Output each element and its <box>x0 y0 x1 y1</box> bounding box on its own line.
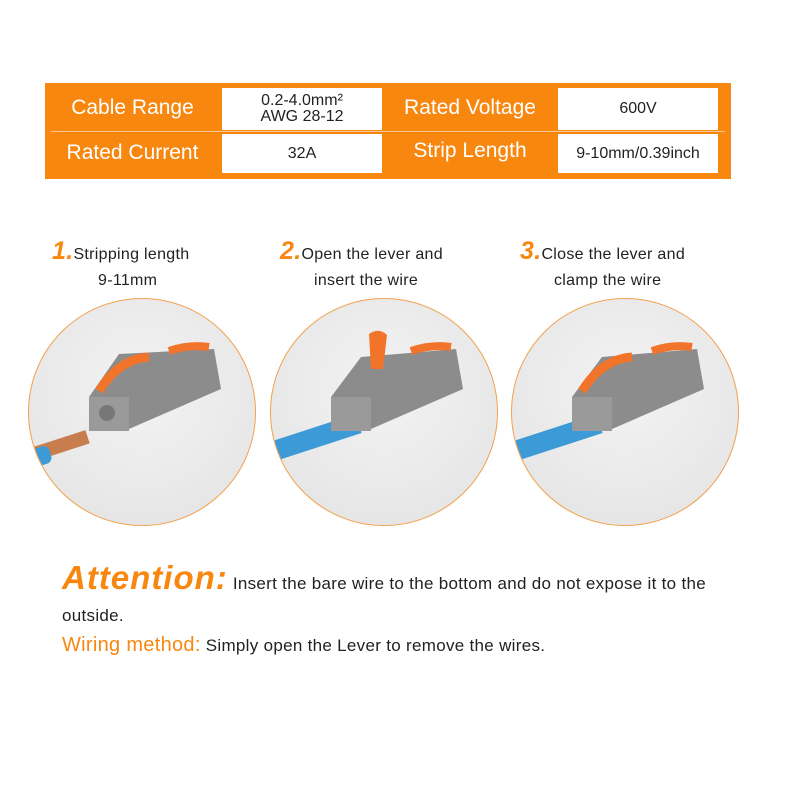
attention-note <box>62 559 752 632</box>
step-3-image <box>511 298 739 526</box>
wiring-method-title: Wiring method: <box>62 634 201 656</box>
step-2-image <box>270 298 498 526</box>
step-text: 9-11mm <box>98 272 158 289</box>
strip-length-label: Strip Length <box>413 139 527 162</box>
cable-range-awg: AWG 28-12 <box>260 108 344 125</box>
step-1-image <box>28 298 256 526</box>
wiring-method-note <box>62 634 545 657</box>
rated-voltage-value: 600V <box>558 88 718 130</box>
step-number: 2. <box>280 237 302 265</box>
attention-title: Attention: <box>62 559 228 596</box>
rated-current-value: 32A <box>222 134 382 173</box>
cable-range-label: Cable Range <box>71 96 194 119</box>
connector-graphic <box>89 346 221 431</box>
step-1 <box>52 238 189 294</box>
step-text: clamp the wire <box>554 272 662 289</box>
wiring-method-text: Simply open the Lever to remove the wires. <box>205 636 546 655</box>
step-number: 1. <box>52 237 74 265</box>
rated-current-label: Rated Current <box>66 141 199 164</box>
step-number: 3. <box>520 237 542 265</box>
strip-length-value: 9-10mm/0.39inch <box>558 134 718 173</box>
step-text: insert the wire <box>314 272 419 289</box>
rated-voltage-label: Rated Voltage <box>404 96 536 119</box>
cable-range-mm: 0.2-4.0mm² <box>261 92 343 109</box>
spec-table <box>45 83 731 179</box>
step-text: Stripping length <box>73 246 190 263</box>
step-3 <box>520 238 685 294</box>
cable-range-value <box>222 88 382 130</box>
step-text: Open the lever and <box>301 246 443 263</box>
step-2 <box>280 238 443 294</box>
step-text: Close the lever and <box>541 246 686 263</box>
attention-text: Insert the bare wire to the bottom and do not expose it to the outside. <box>62 574 706 625</box>
